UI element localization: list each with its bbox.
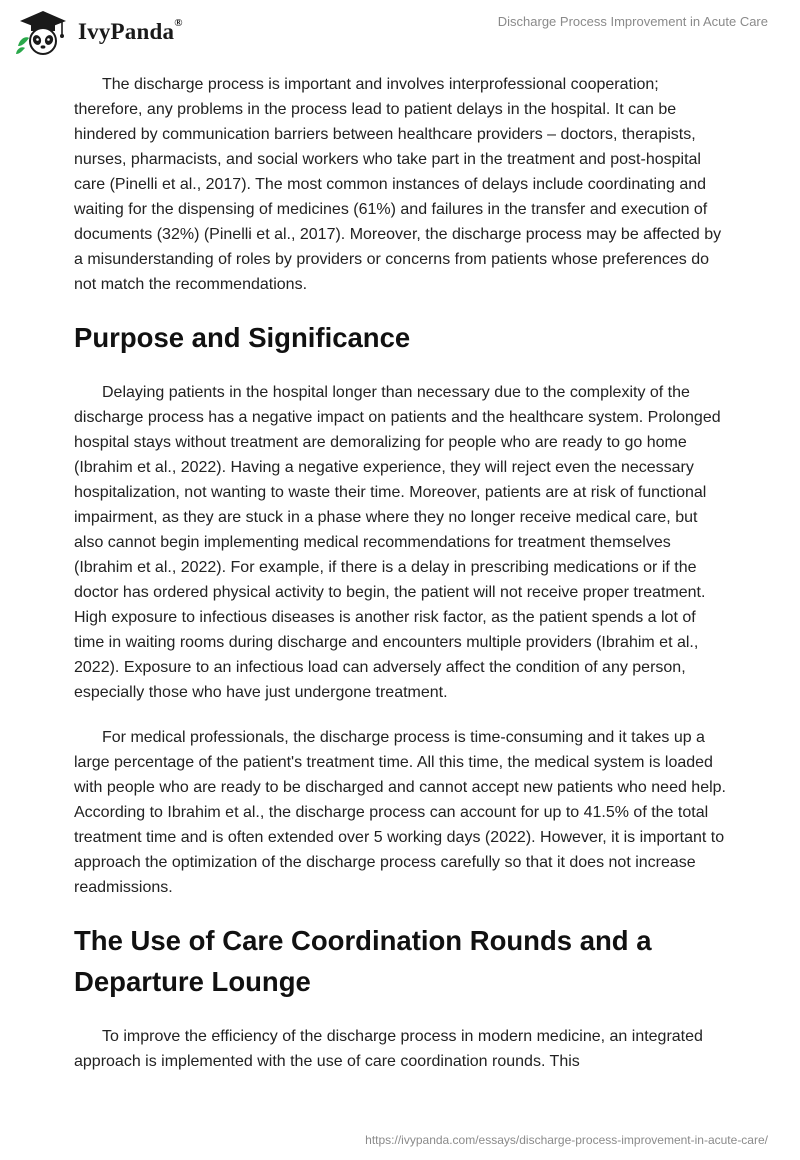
panda-logo-icon — [14, 8, 72, 56]
paragraph-integrated-approach: To improve the efficiency of the discharge process in modern medicine, an integrated approach is implemented with the use of care coordination rounds. This — [74, 1028, 703, 1070]
paragraph-delays-impact: Delaying patients in the hospital longer than necessary due to the complexity of the discharge process has a negative impact on patients and the healthcare system. Prolonged hospital stays without treatment are demoralizing for people who are ready to go home (Ibrahim et al., 2022). Having a negative experience, they will reject even the necessary hospitalization, not wanting to waste their time. Moreover, patients are at risk of functional impairment, as they are stuck in a phase where they no longer receive medical care, but also cannot begin implementing medical recommendations for treatment themselves (Ibrahim et al., 2022). For example, if there is a delay in prescribing medications or if the doctor has ordered physical activity to begin, the patient will not receive proper treatment. High exposure to infectious diseases is another risk factor, as the patient spends a lot of time in waiting rooms during discharge and encounters multiple providers (Ibrahim et al., 2022). Exposure to an infectious load can adversely affect the condition of any person, especially those who have just undergone treatment. — [74, 384, 721, 701]
paragraph-medical-professionals: For medical professionals, the discharge process is time-consuming and it takes up a large percentage of the patient's treatment time. All this time, the medical system is loaded with people who are ready to be discharged and cannot accept new patients who need help. According to Ibrahim et al., the discharge process can account for up to 41.5% of the total treatment time and is often extended over 5 working days (2022). However, it is important to approach the optimization of the discharge process carefully so that it does not increase readmissions. — [74, 729, 726, 896]
footer-source-url[interactable]: https://ivypanda.com/essays/discharge-process-improvement-in-acute-care/ — [365, 1133, 768, 1147]
brand-logo[interactable] — [14, 6, 183, 58]
heading-care-coordination: The Use of Care Coordination Rounds and a Departure Lounge — [74, 925, 652, 997]
heading-purpose-significance: Purpose and Significance — [74, 322, 411, 353]
document-title: Discharge Process Improvement in Acute Care — [497, 14, 768, 29]
page-header — [0, 0, 800, 64]
brand-name: IvyPanda® — [78, 17, 183, 44]
registered-mark: ® — [174, 17, 183, 29]
paragraph-intro: The discharge process is important and involves interprofessional cooperation; therefore, any problems in the process lead to patient delays in the hospital. It can be hindered by communication barriers between healthcare providers – doctors, therapists, nurses, pharmacists, and social workers who take part in the treatment and post-hospital care (Pinelli et al., 2017). The most common instances of delays include coordinating and waiting for the dispensing of medicines (61%) and failures in the transfer and execution of documents (32%) (Pinelli et al., 2017). Moreover, the discharge process may be affected by a misunderstanding of roles by providers or concerns from patients whose preferences do not match the recommendations. — [74, 76, 722, 293]
essay-body — [74, 72, 726, 1094]
